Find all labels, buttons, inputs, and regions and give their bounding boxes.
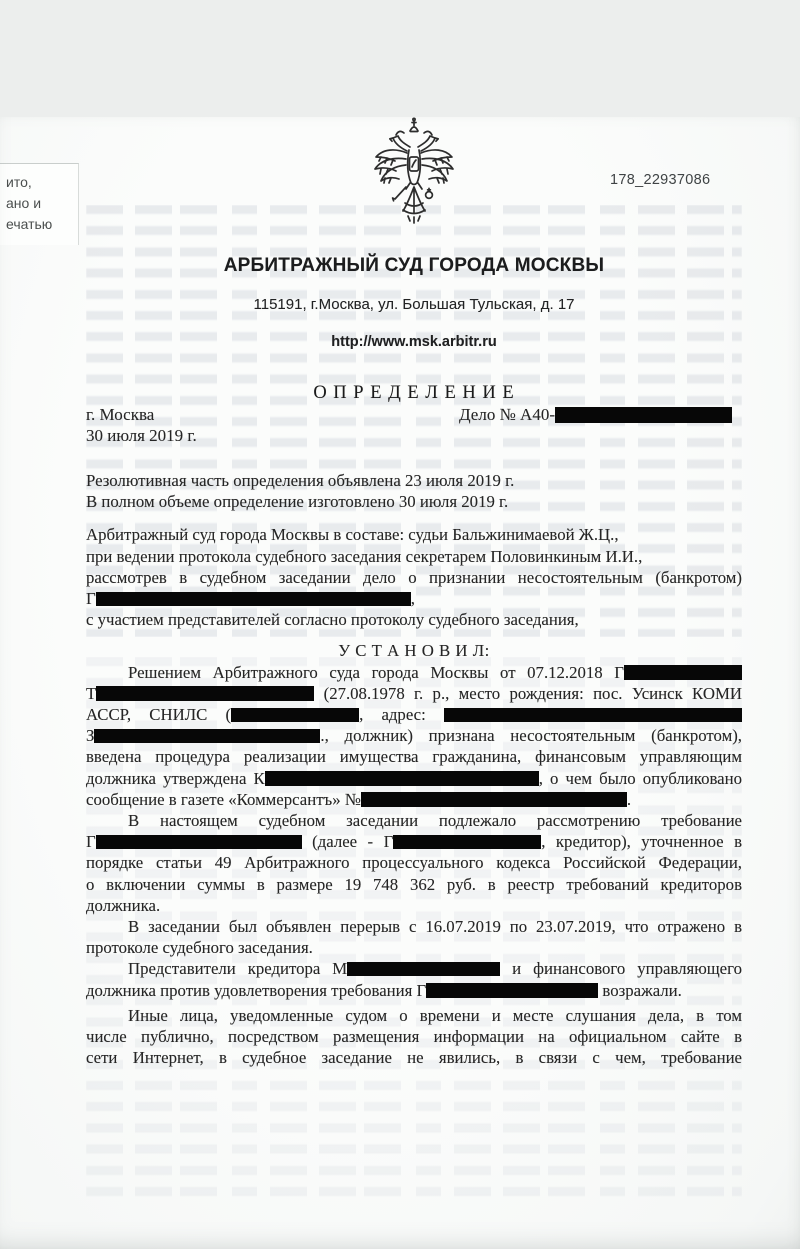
body-text: , кредитор), уточненное в <box>541 832 742 852</box>
body-line <box>86 491 742 512</box>
body-text: Резолютивная часть определения объявлена 23 июля 2019 г. <box>86 471 515 490</box>
body-text: сети Интернет, в судебное заседание не явились, в связи с чем, требование <box>86 1048 742 1068</box>
body-text: В настоящем судебном заседании подлежало рассмотрению требование <box>128 811 742 831</box>
body-line <box>86 1005 742 1026</box>
case-number-label: Дело № А40- <box>459 405 555 424</box>
corner-stamp-line: ано и <box>6 195 42 211</box>
case-number <box>459 404 732 425</box>
redaction-bar <box>96 835 302 850</box>
body-text: должника утверждена К <box>86 768 265 788</box>
body-text: Решением Арбитражного суда города Москвы от 07.12.2018 Г <box>128 662 624 682</box>
body-text: Г <box>86 589 96 609</box>
corner-stamp-fragment <box>0 163 79 245</box>
body-text: (далее - Г <box>301 832 394 852</box>
body-text: , о чем было опубликовано <box>538 768 742 788</box>
document-body <box>86 470 742 1068</box>
redaction-bar <box>231 708 359 723</box>
redaction-bar <box>393 835 541 850</box>
body-line <box>86 704 742 725</box>
body-line <box>86 470 742 491</box>
body-line <box>86 895 742 916</box>
body-line <box>86 683 742 704</box>
body-line <box>86 831 742 852</box>
redaction-bar <box>426 983 598 998</box>
body-line <box>86 725 742 746</box>
case-redaction-bar <box>555 407 732 423</box>
body-text: Арбитражный суд города Москвы в составе: судьи Бальжинимаевой Ж.Ц., <box>86 525 619 545</box>
redaction-bar <box>444 708 742 723</box>
body-text: Представители кредитора М <box>128 959 348 979</box>
redaction-bar <box>94 729 320 744</box>
body-text: протоколе судебного заседания. <box>86 938 313 958</box>
redaction-bar <box>96 686 314 701</box>
body-line <box>86 588 742 609</box>
body-line <box>86 916 742 937</box>
body-text: о включении суммы в размере 19 748 362 руб. в реестр требований кредиторов <box>86 874 742 894</box>
body-text: должника. <box>86 895 161 915</box>
body-text: Г <box>86 832 96 852</box>
body-line <box>86 958 742 979</box>
body-text: рассмотрев в судебном заседании дело о признании несостоятельным (банкротом) <box>86 567 742 587</box>
body-text: АССР, СНИЛС ( <box>86 705 232 725</box>
body-text: с участием представителей согласно протоколу судебного заседания, <box>86 610 579 630</box>
section-heading <box>86 640 742 661</box>
body-line <box>86 546 742 567</box>
case-row <box>86 404 742 425</box>
body-line <box>86 980 742 1001</box>
body-line <box>86 768 742 789</box>
body-text: и финансового управляющего <box>500 959 742 979</box>
body-line <box>86 1047 742 1068</box>
document-title: О П Р Е Д Е Л Е Н И Е <box>313 383 515 403</box>
body-line <box>86 662 742 683</box>
body-line <box>86 852 742 873</box>
body-text: сообщение в газете «Коммерсантъ» № <box>86 789 361 809</box>
corner-stamp-line: ечатью <box>6 216 53 232</box>
document-content <box>0 117 800 1068</box>
body-text: при ведении протокола судебного заседания секретарем Половинкиным И.И., <box>86 546 643 566</box>
body-line <box>86 567 742 588</box>
body-line <box>86 789 742 810</box>
body-text: числе публично, посредством размещения информации на официальном сайте в <box>86 1027 742 1047</box>
body-text: З <box>86 726 95 746</box>
body-text: введена процедура реализации имущества гражданина, финансовым управляющим <box>86 747 742 767</box>
body-text: В полном объеме определение изготовлено 30 июля 2019 г. <box>86 492 509 512</box>
body-line <box>86 524 742 545</box>
redaction-bar <box>96 592 411 607</box>
body-text: , <box>410 589 415 609</box>
scanned-document-page <box>0 117 800 1249</box>
body-text: У С Т А Н О В И Л: <box>338 641 490 661</box>
court-name: АРБИТРАЖНЫЙ СУД ГОРОДА МОСКВЫ <box>223 255 605 276</box>
corner-stamp-line: ито, <box>6 174 32 190</box>
redaction-bar <box>361 792 627 807</box>
body-text: Иные лица, уведомленные судом о времени и месте слушания дела, в том <box>128 1005 742 1025</box>
body-text: порядке статьи 49 Арбитражного процессуального кодекса Российской Федерации, <box>86 853 742 873</box>
scan-document-number: 178_22937086 <box>610 172 711 188</box>
redaction-bar <box>265 771 539 786</box>
body-text: ., должник) признана несостоятельным (банкротом), <box>320 726 742 746</box>
body-text: Т <box>86 683 97 703</box>
body-line <box>86 810 742 831</box>
body-text: должника против удовлетворения требования Г <box>86 980 427 1000</box>
russia-coat-of-arms-icon <box>369 117 459 235</box>
body-line <box>86 609 742 630</box>
body-line <box>86 1026 742 1047</box>
body-text: . <box>626 789 632 809</box>
body-text: (27.08.1978 г. р., место рождения: пос. Усинск КОМИ <box>314 683 742 703</box>
redaction-bar <box>624 665 742 680</box>
redaction-bar <box>347 962 500 977</box>
document-date: 30 июля 2019 г. <box>86 426 197 445</box>
body-line <box>86 937 742 958</box>
body-text: , адрес: <box>359 705 444 725</box>
body-line <box>86 874 742 895</box>
body-text: возражали. <box>598 980 682 1000</box>
body-text: В заседании был объявлен перерыв с 16.07.2019 по 23.07.2019, что отражено в <box>128 917 742 937</box>
court-website-url: http://www.msk.arbitr.ru <box>331 334 497 350</box>
court-address: 115191, г.Москва, ул. Большая Тульская, д. 17 <box>253 296 575 313</box>
body-line <box>86 746 742 767</box>
city-label: г. Москва <box>86 405 155 424</box>
